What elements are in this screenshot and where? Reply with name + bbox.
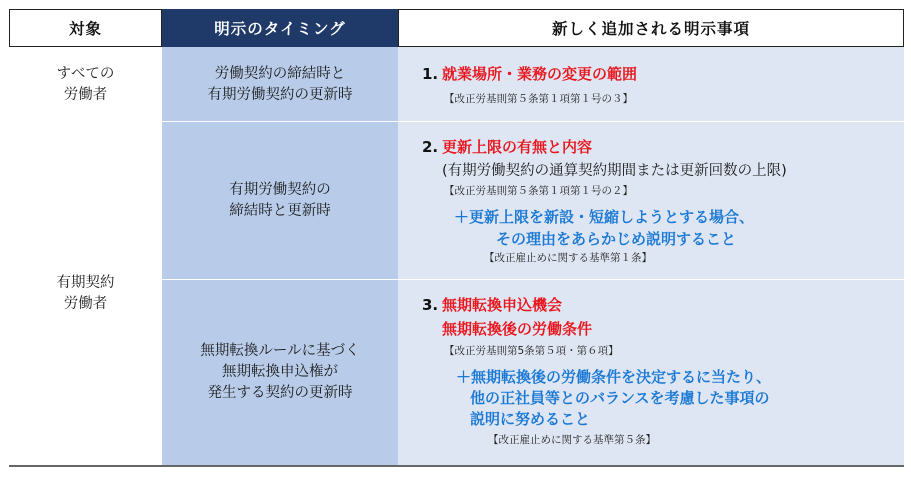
item-1-heading	[422, 63, 637, 84]
timing-line: 締結時と更新時	[229, 203, 331, 219]
item-number: 2.	[422, 138, 439, 156]
disclosure-table	[9, 9, 904, 465]
item-plus-line: その理由をあらかじめ説明すること	[496, 230, 737, 248]
item-3-cell	[398, 280, 904, 465]
header-target	[9, 9, 162, 47]
target-fixed-term	[9, 122, 162, 465]
item-2-cell	[398, 122, 904, 280]
target-line: 労働者	[63, 86, 108, 103]
header-target-label: 対象	[68, 20, 102, 38]
item-title-2: 無期転換後の労働条件	[442, 320, 593, 338]
timing-line: 無期転換ルールに基づく	[200, 343, 360, 359]
item-ref: 【改正労基則第５条第１項第１号の３】	[444, 93, 633, 105]
item-plus-line: 説明に努めること	[470, 410, 591, 428]
timing-line: 労働契約の締結時と	[214, 65, 346, 82]
item-note: (有期労働契約の通算契約期間または更新回数の上限)	[442, 163, 787, 179]
target-line: 労働者	[63, 295, 108, 312]
header-timing	[162, 9, 398, 47]
timing-line: 発生する契約の更新時	[207, 385, 353, 401]
header-items-label: 新しく追加される明示事項	[551, 20, 750, 38]
target-line: すべての	[56, 65, 115, 82]
timing-line: 有期労働契約の	[229, 182, 331, 198]
item-plus-ref: 【改正雇止めに関する基準第５条】	[488, 434, 656, 446]
item-ref: 【改正労基則第5条第５項・第６項】	[444, 345, 619, 357]
item-plus-ref: 【改正雇止めに関する基準第１条】	[484, 252, 652, 264]
target-all-workers	[9, 47, 162, 122]
timing-all-workers	[162, 47, 398, 122]
item-plus-line: ＋無期転換後の労働条件を決定するに当たり、	[456, 368, 772, 386]
item-title: 無期転換申込機会	[442, 296, 563, 314]
item-2-heading	[422, 136, 592, 157]
item-number: 3.	[422, 296, 439, 314]
item-plus-line: ＋更新上限を新設・短縮しようとする場合、	[454, 208, 755, 226]
item-3-heading	[422, 294, 562, 315]
item-1-cell	[398, 47, 904, 122]
target-line: 有期契約	[56, 274, 115, 291]
item-number: 1.	[422, 65, 439, 83]
timing-line: 有期労働契約の更新時	[207, 86, 353, 103]
timing-line: 無期転換申込権が	[222, 364, 338, 380]
item-title: 更新上限の有無と内容	[442, 138, 593, 156]
item-ref: 【改正労基則第５条第１項第１号の２】	[444, 185, 633, 197]
timing-conversion	[162, 280, 398, 465]
timing-renewal	[162, 122, 398, 280]
header-items	[398, 9, 904, 47]
item-plus-line: 他の正社員等とのバランスを考慮した事項の	[470, 389, 770, 407]
item-title: 就業場所・業務の変更の範囲	[442, 65, 638, 83]
header-timing-label: 明示のタイミング	[214, 20, 346, 38]
table-bottom-border	[9, 465, 904, 467]
